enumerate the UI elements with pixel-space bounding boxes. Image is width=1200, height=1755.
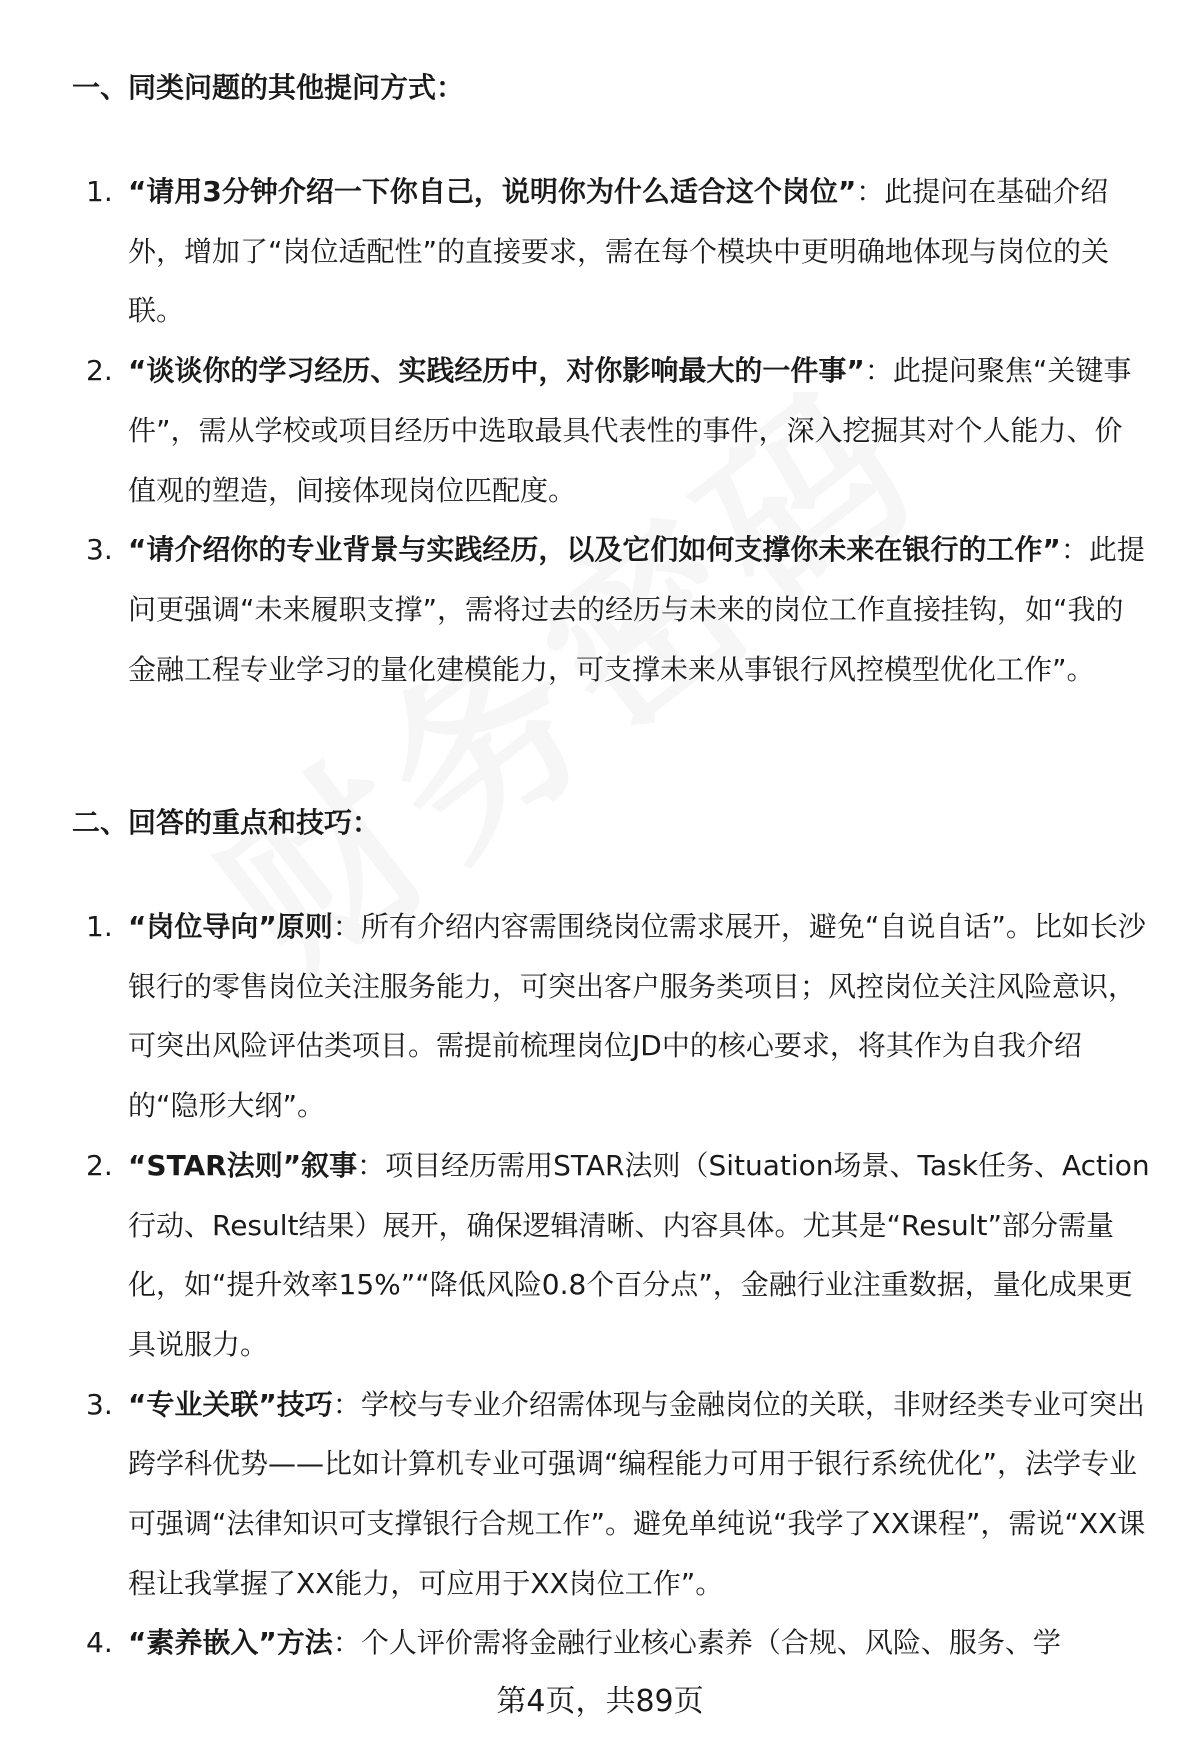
list-item [0, 897, 1200, 1136]
item-text: ：此提问在基础介绍外，增加了“岗位适配性”的直接要求，需在每个模块中更明确地体现与岗位的关联。 [128, 175, 1110, 328]
list-number: 3. [86, 1387, 113, 1421]
list-item [0, 341, 1200, 520]
section-heading-alternative-questions: 一、同类问题的其他提问方式： [72, 71, 465, 104]
list-item [0, 1136, 1200, 1375]
page-number-footer: 第4页，共89页 [496, 1684, 704, 1719]
list-item [0, 520, 1200, 699]
item-text: ：此提问聚焦“关键事件”，需从学校或项目经历中选取最具代表性的事件，深入挖掘其对个人能力、价值观的塑造，间接体现岗位匹配度。 [128, 354, 1132, 507]
item-lead: “谈谈你的学习经历、实践经历中，对你影响最大的一件事” [128, 354, 865, 388]
list-number: 3. [86, 533, 113, 567]
answer-tips-list [0, 897, 1200, 1673]
list-number: 2. [86, 354, 113, 388]
alternative-questions-list [0, 162, 1200, 699]
item-lead: “专业关联”技巧 [128, 1387, 333, 1421]
item-text: ：所有介绍内容需围绕岗位需求展开，避免“自说自话”。比如长沙银行的零售岗位关注服务能力，可突出客户服务类项目；风控岗位关注风险意识，可突出风险评估类项目。需提前梳理岗位JD中的核心要求，将其作为自我介绍的“隐形大纲”。 [128, 910, 1146, 1123]
item-lead: “素养嵌入”方法 [128, 1626, 333, 1660]
item-lead: “请介绍你的专业背景与实践经历，以及它们如何支撑你未来在银行的工作” [128, 533, 1061, 567]
list-number: 2. [86, 1148, 113, 1182]
list-item [0, 1613, 1200, 1673]
item-text: ：此提问更强调“未来履职支撑”，需将过去的经历与未来的岗位工作直接挂钩，如“我的金融工程专业学习的量化建模能力，可支撑未来从事银行风控模型优化工作”。 [128, 533, 1145, 686]
list-item [0, 1375, 1200, 1614]
list-number: 4. [86, 1626, 113, 1660]
item-text: ：个人评价需将金融行业核心素养（合规、风险、服务、学 [332, 1626, 1061, 1660]
item-lead: “岗位导向”原则 [128, 910, 333, 943]
item-text: ：项目经历需用STAR法则（Situation场景、Task任务、Action行动、Result结果）展开，确保逻辑清晰、内容具体。尤其是“Result”部分需量化，如“提升效率15%”“降低风险0.8个百分点”，金融行业注重数据，量化成果更具说服力。 [128, 1148, 1150, 1361]
list-item [0, 162, 1200, 341]
item-text: ：学校与专业介绍需体现与金融岗位的关联，非财经类专业可突出跨学科优势——比如计算机专业可强调“编程能力可用于银行系统优化”，法学专业可强调“法律知识可支撑银行合规工作”。避免单纯说“我学了XX课程”，需说“XX课程让我掌握了XX能力，可应用于XX岗位工作”。 [128, 1387, 1146, 1600]
list-number: 1. [86, 910, 113, 943]
item-lead: “STAR法则”叙事 [128, 1148, 358, 1182]
item-lead: “请用3分钟介绍一下你自己，说明你为什么适合这个岗位” [128, 175, 857, 208]
section-heading-answer-tips: 二、回答的重点和技巧： [72, 806, 381, 839]
list-number: 1. [86, 175, 113, 208]
